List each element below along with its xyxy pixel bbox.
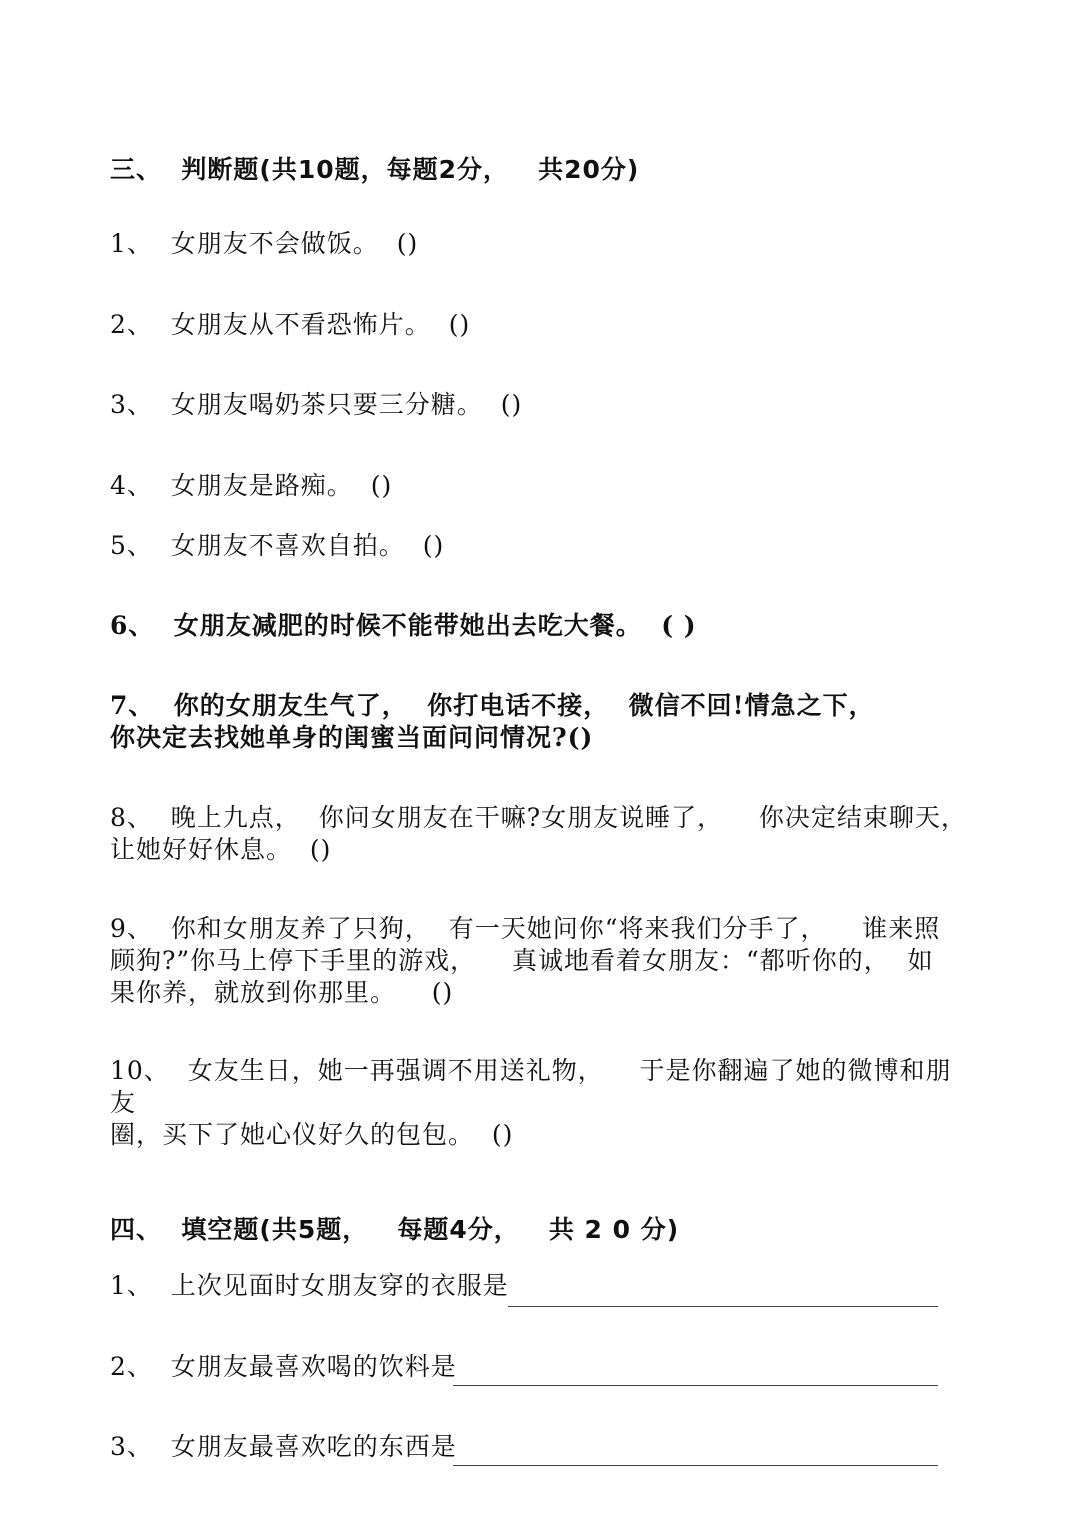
judgment-question-3: 3、 女朋友喝奶茶只要三分糖。 () xyxy=(110,390,523,419)
judgment-question-8: 8、 晚上九点， 你问女朋友在干嘛?女朋友说睡了， 你决定结束聊天， 让她好好休息。 () xyxy=(110,803,967,864)
answer-blank-2[interactable] xyxy=(453,1385,938,1386)
fill-question-1: 1、 上次见面时女朋友穿的衣服是 xyxy=(110,1271,509,1300)
judgment-question-6: 6、 女朋友减肥的时候不能带她出去吃大餐。 ( ) xyxy=(110,611,697,640)
judgment-question-10: 10、 女友生日，她一再强调不用送礼物， 于是你翻遍了她的微博和朋友 圈，买下了她心仪好久的包包。 () xyxy=(110,1056,952,1149)
judgment-question-1: 1、 女朋友不会做饭。 () xyxy=(110,229,419,258)
answer-blank-3[interactable] xyxy=(453,1465,938,1466)
judgment-question-4: 4、 女朋友是路痴。 () xyxy=(110,471,393,500)
answer-blank-1[interactable] xyxy=(508,1306,938,1307)
fill-question-3: 3、 女朋友最喜欢吃的东西是 xyxy=(110,1432,457,1461)
section-4-heading: 四、 填空题(共5题， 每题4分， 共 2 0 分) xyxy=(110,1215,680,1244)
judgment-question-5: 5、 女朋友不喜欢自拍。 () xyxy=(110,531,445,560)
section-3-heading: 三、 判断题(共10题，每题2分， 共20分) xyxy=(110,155,640,184)
judgment-question-7: 7、 你的女朋友生气了， 你打电话不接， 微信不回!情急之下， 你决定去找她单身的闺蜜当面问问情况?() xyxy=(110,691,875,752)
fill-question-2: 2、 女朋友最喜欢喝的饮料是 xyxy=(110,1352,457,1381)
judgment-question-9: 9、 你和女朋友养了只狗， 有一天她问你“将来我们分手了， 谁来照 顾狗?”你马上停下手里的游戏， 真诚地看着女朋友：“都听你的， 如 果你养，就放到你那里。 () xyxy=(110,914,941,1007)
judgment-question-2: 2、 女朋友从不看恐怖片。 () xyxy=(110,310,471,339)
